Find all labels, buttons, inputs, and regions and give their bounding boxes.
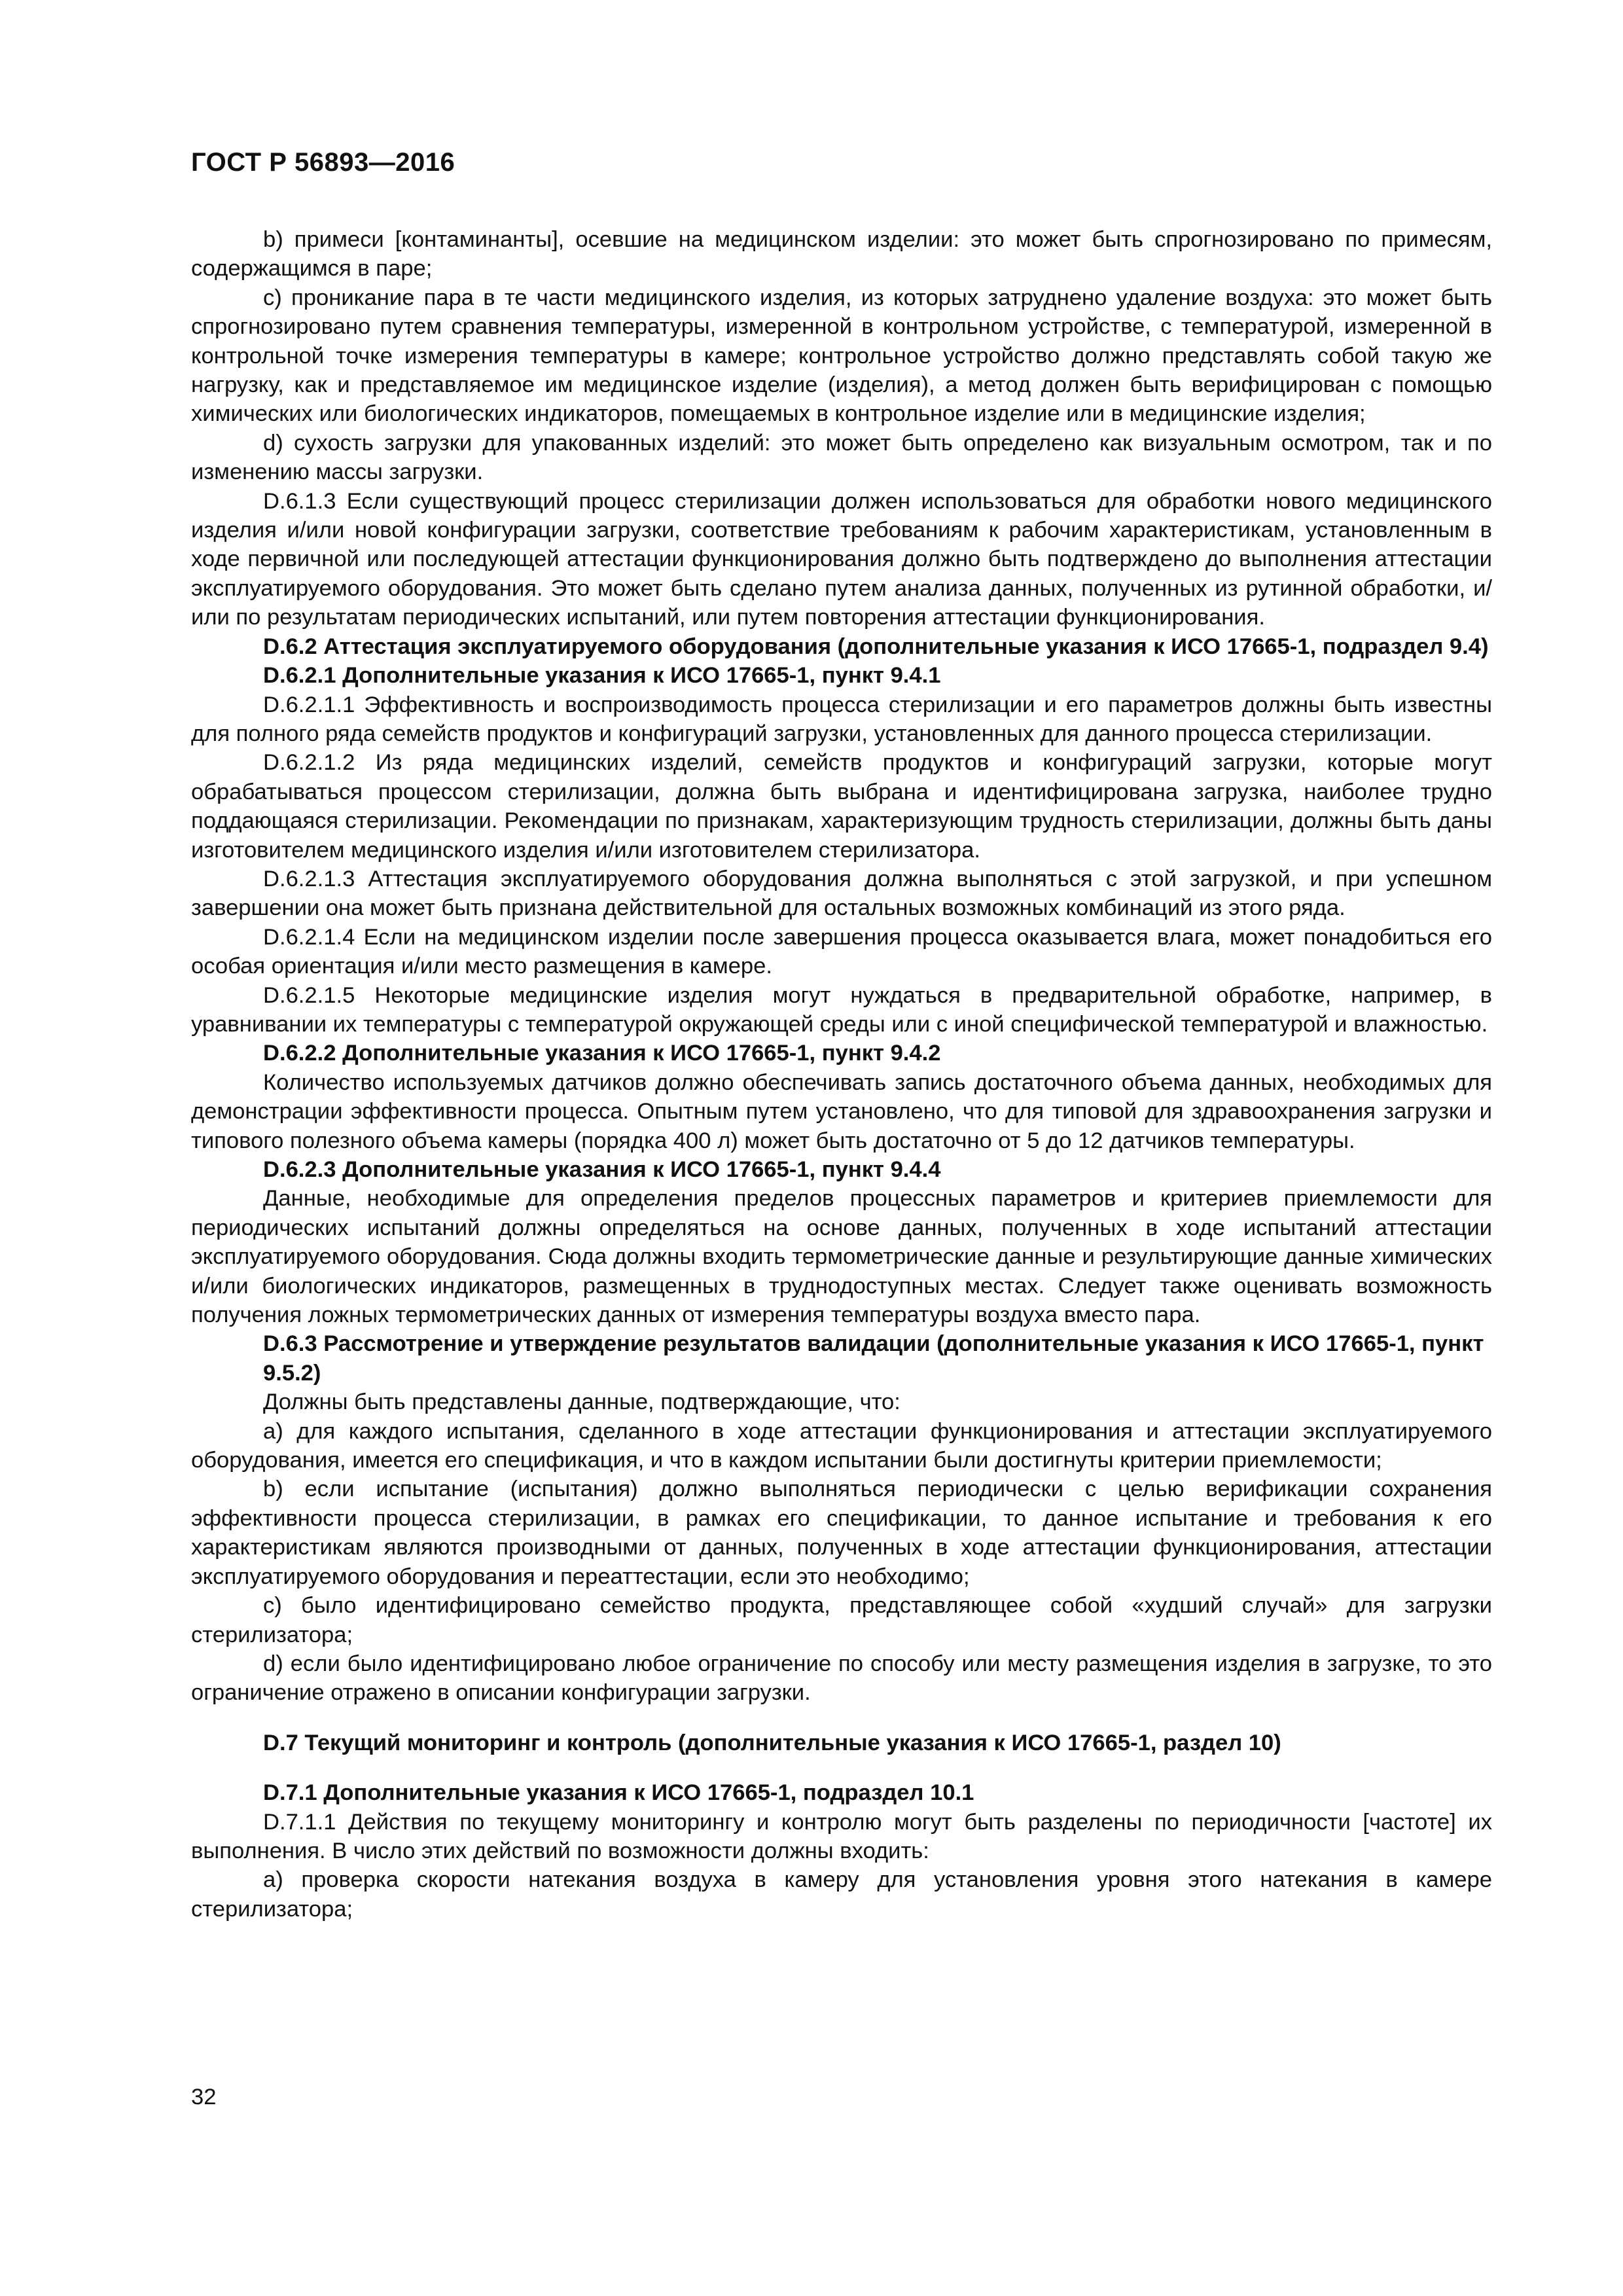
paragraph-process-limits: Данные, необходимые для определения пределов процессных параметров и критериев приемлемости для периодических испытаний должны определяться на основе данных, полученных в ходе испытаний аттестации эксплуатируемого оборудования. Сюда должны входить термометрические данные и результирующие данные химических и/или биологических индикаторов, размещенных в труднодоступных местах. Следует также оценивать возможность получения ложных термометрических данных от измерения температуры воздуха вместо пара. <box>191 1186 1492 1328</box>
paragraph-evidence-intro: Должны быть представлены данные, подтверждающие, что: <box>263 1390 901 1415</box>
paragraph-list-item-c: c) проникание пара в те части медицинского изделия, из которых затруднено удаление воздуха: это может быть спрогнозировано путем сравнения температуры, измеренной в контрольном устройстве, с температурой, измеренной в контрольной точке измерения температуры в камере; контрольное устройство должно представлять собой такую же нагрузку, как и представляемое им медицинское изделие (изделия), а метод должен быть верифицирован с помощью химических или биологических индикаторов, помещаемых в контрольное изделие или в медицинские изделия; <box>191 285 1492 427</box>
paragraph-d-6-2-1-1: D.6.2.1.1 Эффективность и воспроизводимость процесса стерилизации и его параметров должны быть известны для полного ряда семейств продуктов и конфигураций загрузки, установленных для данного процесса стерилизации. <box>191 692 1492 746</box>
section-heading-d-6-3: D.6.3 Рассмотрение и утверждение результатов валидации (дополнительные указания к ИСО 17665-1, пункт 9.5.2) <box>263 1331 1484 1386</box>
paragraph-monitoring-item-a: a) проверка скорости натекания воздуха в камеру для установления уровня этого натекания в камере стерилизатора; <box>191 1867 1492 1922</box>
paragraph-d-6-2-1-5: D.6.2.1.5 Некоторые медицинские изделия могут нуждаться в предварительной обработке, например, в уравнивании их температуры с температурой окружающей среды или с иной специфической температурой и влажностью. <box>191 982 1492 1037</box>
subsection-heading-d-6-2-2: D.6.2.2 Дополнительные указания к ИСО 17665-1, пункт 9.4.2 <box>263 1041 941 1066</box>
paragraph-evidence-item-c: c) было идентифицировано семейство продукта, представляющее собой «худший случай» для загрузки стерилизатора; <box>191 1593 1492 1647</box>
paragraph-evidence-item-a: a) для каждого испытания, сделанного в ходе аттестации функционирования и аттестации эксплуатируемого оборудования, имеется его спецификация, и что в каждом испытании были достигнуты критерии приемлемости; <box>191 1418 1492 1473</box>
subsection-heading-d-6-2-1: D.6.2.1 Дополнительные указания к ИСО 17665-1, пункт 9.4.1 <box>263 663 941 689</box>
document-body <box>191 225 1492 1924</box>
paragraph-evidence-item-b: b) если испытание (испытания) должно выполняться периодически с целью верификации сохранения эффективности процесса стерилизации, в рамках его спецификации, то данное испытание и требования к его характеристикам являются производными от данных, полученных в ходе аттестации функционирования, аттестации эксплуатируемого оборудования и переаттестации, если это необходимо; <box>191 1477 1492 1589</box>
paragraph-evidence-item-d: d) если было идентифицировано любое ограничение по способу или месту размещения изделия в загрузке, то это ограничение отражено в описании конфигурации загрузки. <box>191 1651 1492 1706</box>
page-number: 32 <box>191 2085 217 2109</box>
paragraph-d-6-2-1-4: D.6.2.1.4 Если на медицинском изделии после завершения процесса оказывается влага, может понадобиться его особая ориентация и/или место размещения в камере. <box>191 924 1492 979</box>
paragraph-list-item-d: d) сухость загрузки для упакованных изделий: это может быть определено как визуальным осмотром, так и по изменению массы загрузки. <box>191 430 1492 485</box>
subsection-heading-d-7-1: D.7.1 Дополнительные указания к ИСО 17665-1, подраздел 10.1 <box>263 1780 974 1806</box>
section-heading-d-7: D.7 Текущий мониторинг и контроль (дополнительные указания к ИСО 17665-1, раздел 10) <box>263 1730 1281 1755</box>
paragraph-d-6-1-3: D.6.1.3 Если существующий процесс стерилизации должен использоваться для обработки нового медицинского изделия и/или новой конфигурации загрузки, соответствие требованиям к рабочим характеристикам, установленным в ходе первичной или последующей аттестации функционирования должно быть подтверждено до выполнения аттестации эксплуатируемого оборудования. Это может быть сделано путем анализа данных, полученных из рутинной обработки, и/или по результатам периодических испытаний, или путем повторения аттестации функционирования. <box>191 488 1492 630</box>
subsection-heading-d-6-2-3: D.6.2.3 Дополнительные указания к ИСО 17665-1, пункт 9.4.4 <box>263 1157 941 1182</box>
document-code-header: ГОСТ Р 56893—2016 <box>191 148 455 177</box>
paragraph-d-6-2-1-3: D.6.2.1.3 Аттестация эксплуатируемого оборудования должна выполняться с этой загрузкой, и при успешном завершении она может быть признана действительной для остальных возможных комбинаций из этого ряда. <box>191 866 1492 921</box>
paragraph-d-7-1-1: D.7.1.1 Действия по текущему мониторингу и контролю могут быть разделены по периодичности [частоте] их выполнения. В число этих действий по возможности должны входить: <box>191 1809 1492 1863</box>
paragraph-list-item-b: b) примеси [контаминанты], осевшие на медицинском изделии: это может быть спрогнозировано по примесям, содержащимся в паре; <box>191 227 1492 281</box>
section-heading-d-6-2: D.6.2 Аттестация эксплуатируемого оборудования (дополнительные указания к ИСО 17665-1, подраздел 9.4) <box>263 634 1489 659</box>
paragraph-d-6-2-1-2: D.6.2.1.2 Из ряда медицинских изделий, семейств продуктов и конфигураций загрузки, которые могут обрабатываться процессом стерилизации, должна быть выбрана и идентифицирована загрузка, наиболее трудно поддающаяся стерилизации. Рекомендации по признакам, характеризующим трудность стерилизации, должны быть даны изготовителем медицинского изделия и/или изготовителем стерилизатора. <box>191 750 1492 863</box>
paragraph-sensor-count: Количество используемых датчиков должно обеспечивать запись достаточного объема данных, необходимых для демонстрации эффективности процесса. Опытным путем установлено, что для типовой для здравоохранения загрузки и типового полезного объема камеры (порядка 400 л) может быть достаточно от 5 до 12 датчиков температуры. <box>191 1069 1492 1153</box>
